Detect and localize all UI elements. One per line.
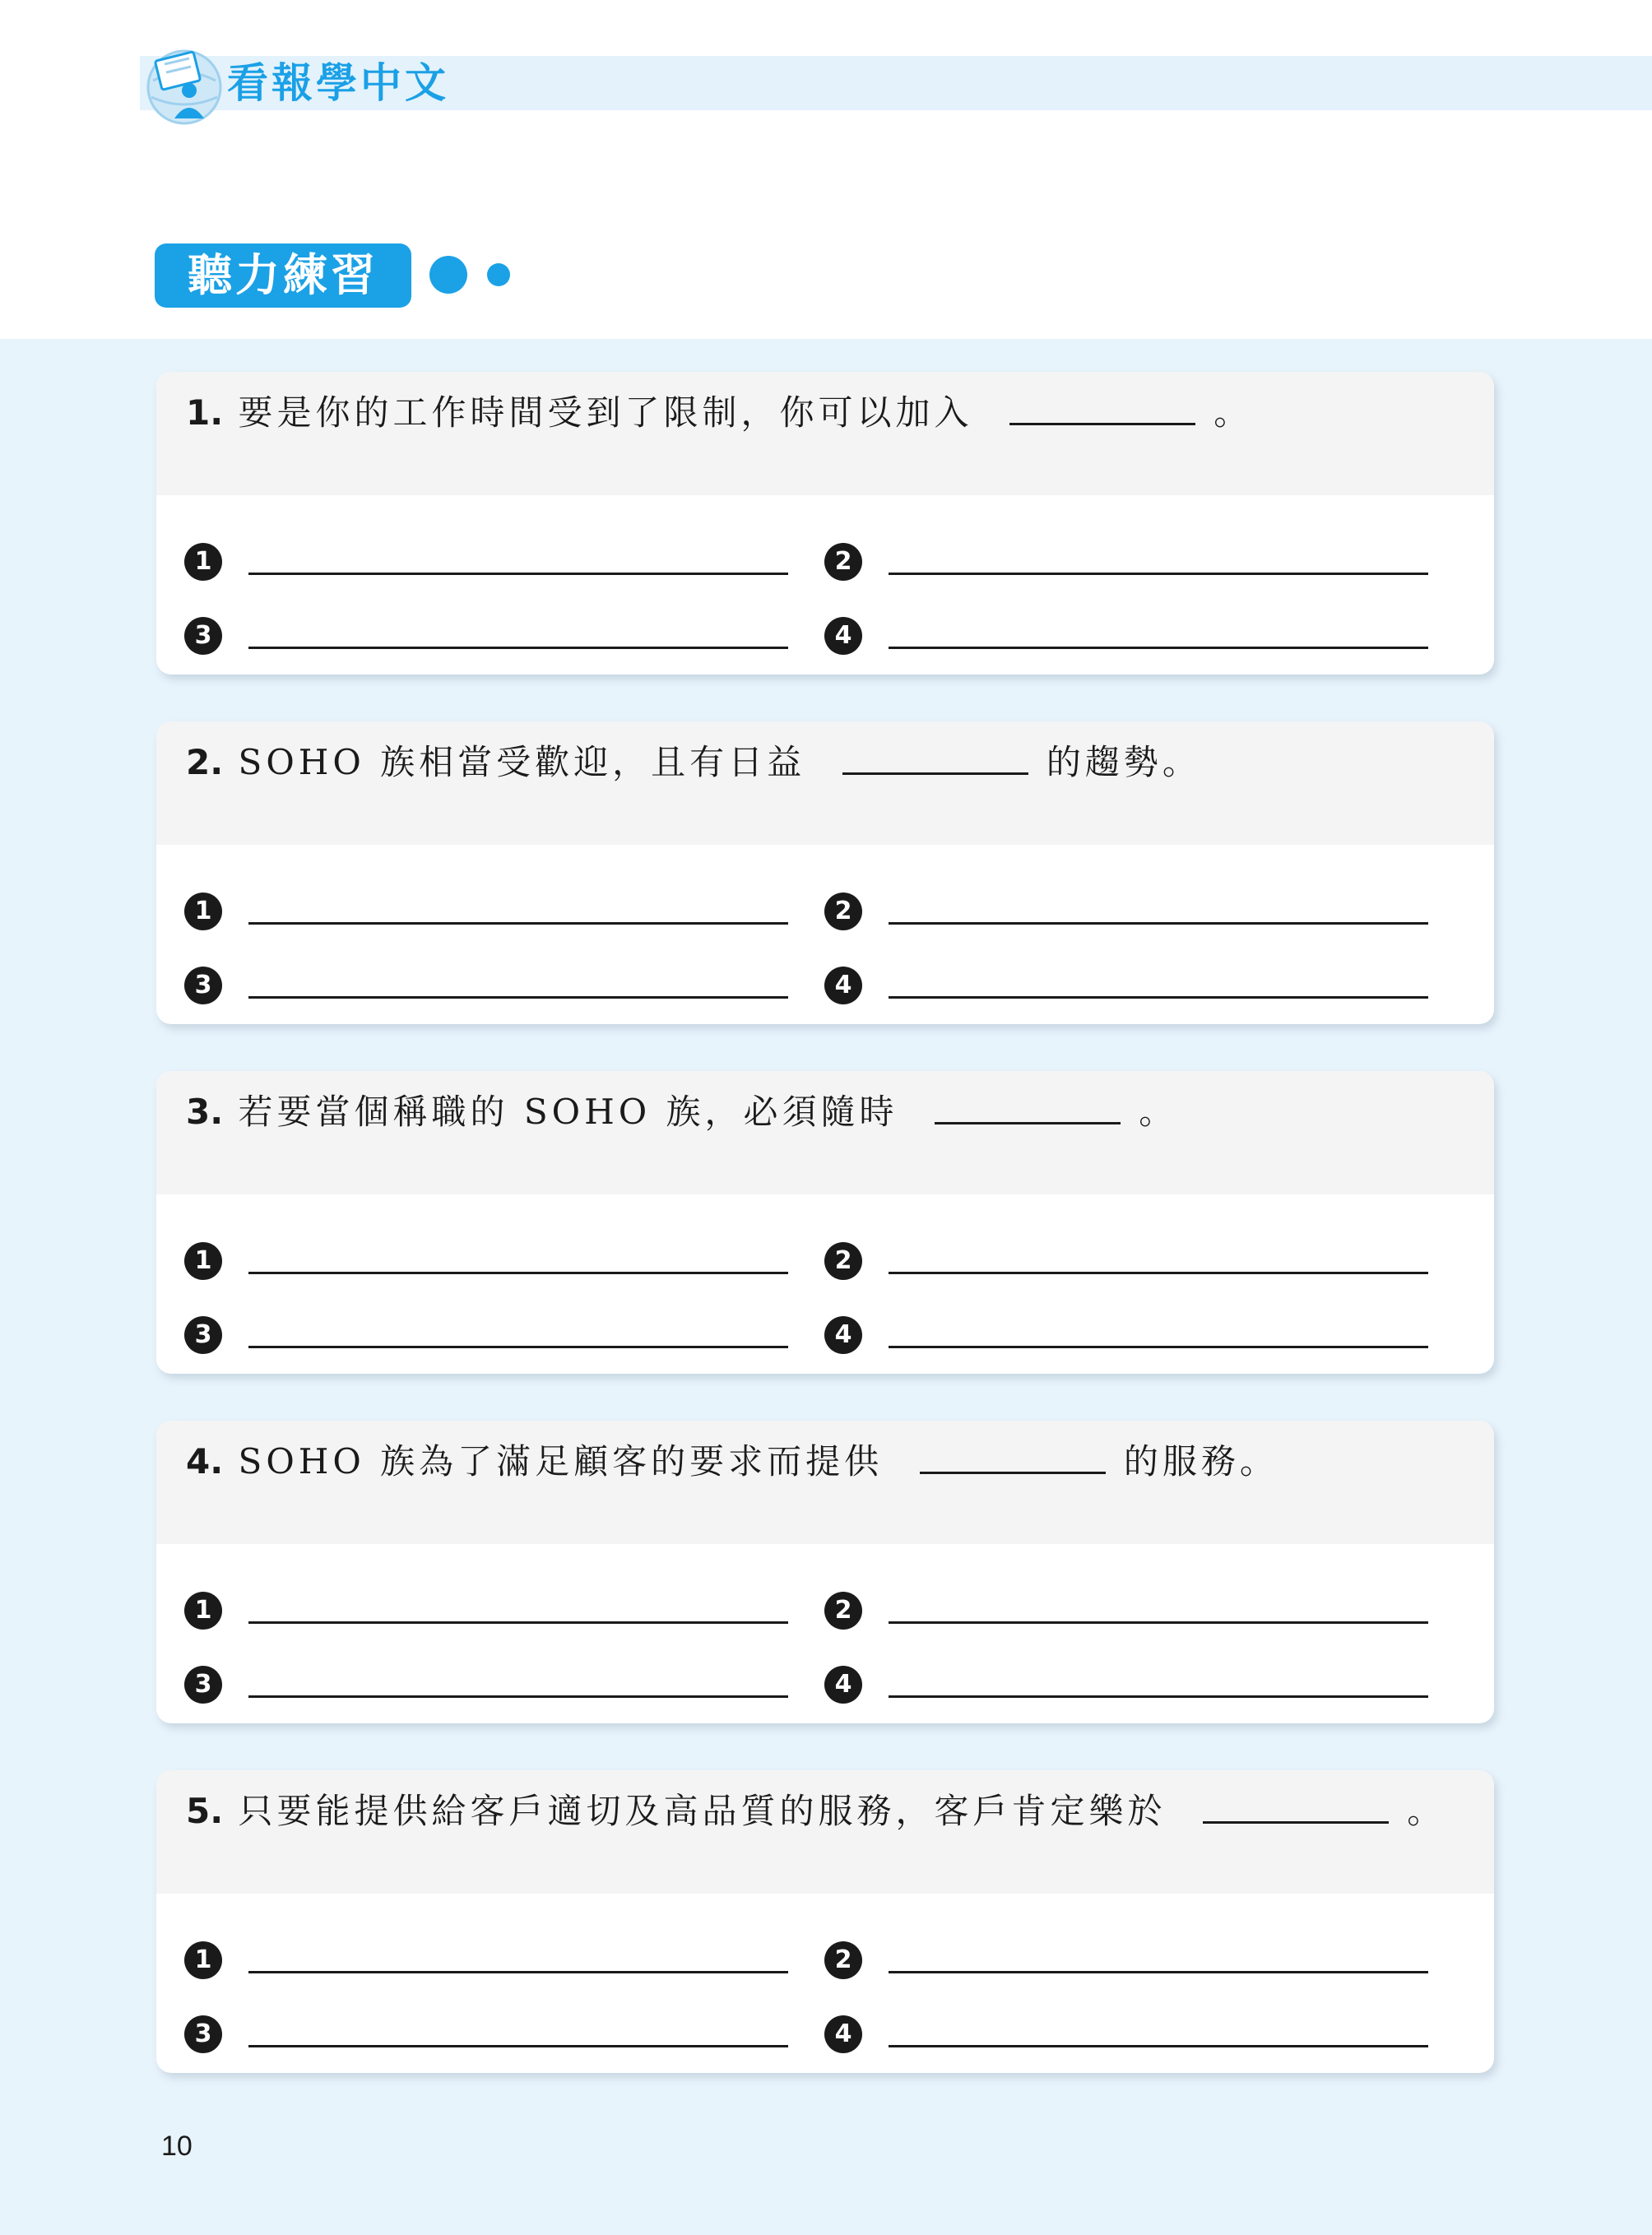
option-number: 4 [824,1666,862,1704]
option-number: 3 [184,2015,222,2053]
question-ending: 。 [1213,392,1253,433]
question-prompt: SOHO 族為了滿足顧客的要求而提供 [238,1441,884,1481]
fill-in-blank[interactable] [1203,1778,1389,1824]
question-prompt: 只要能提供給客戶適切及高品質的服務，客戶肯定樂於 [238,1791,1167,1831]
answer-option[interactable] [156,958,782,1008]
option-number: 1 [184,543,222,581]
answer-option[interactable] [156,1234,782,1283]
answer-option[interactable] [796,1584,1422,1633]
answer-option[interactable] [156,609,782,658]
answer-option[interactable] [796,1234,1422,1283]
fill-in-blank[interactable] [920,1429,1106,1474]
decorative-dot [429,256,467,294]
answer-line[interactable] [889,1971,1428,1973]
fill-in-blank[interactable] [935,1079,1121,1124]
question-card [156,1071,1494,1374]
option-number: 4 [824,2015,862,2053]
question-header [156,1421,1494,1544]
answer-line[interactable] [248,1272,788,1274]
option-number: 2 [824,543,862,581]
question-card [156,721,1494,1024]
question-card [156,1770,1494,2073]
question-text [186,1079,1177,1145]
answer-line[interactable] [248,996,788,999]
question-number: 1. [186,392,224,433]
answer-option[interactable] [796,609,1422,658]
answer-option[interactable] [156,884,782,934]
page-number: 10 [161,2131,193,2162]
question-prompt: SOHO 族相當受歡迎，且有日益 [238,742,806,782]
answer-line[interactable] [889,647,1428,649]
question-ending: 的服務。 [1123,1441,1278,1481]
answer-option[interactable] [156,535,782,584]
question-header [156,372,1494,495]
option-number: 1 [184,1242,222,1280]
answer-line[interactable] [248,922,788,925]
answer-line[interactable] [248,1695,788,1698]
option-number: 4 [824,617,862,655]
question-number: 5. [186,1791,224,1831]
answer-option[interactable] [156,1658,782,1707]
option-number: 2 [824,893,862,930]
answer-line[interactable] [248,573,788,575]
question-text [186,730,1201,795]
option-number: 3 [184,617,222,655]
answer-line[interactable] [248,1621,788,1624]
globe-newspaper-icon [142,39,224,128]
answer-line[interactable] [889,2045,1428,2047]
option-number: 2 [824,1941,862,1979]
option-number: 3 [184,967,222,1004]
answer-option[interactable] [796,884,1422,934]
section-title: 聽力練習 [155,243,411,308]
question-header [156,721,1494,845]
answer-option[interactable] [156,1933,782,1982]
book-title: 看報學中文 [227,59,449,107]
question-number: 3. [186,1092,224,1132]
question-ending: 的趨勢。 [1046,742,1201,782]
answer-option[interactable] [796,1933,1422,1982]
answer-line[interactable] [889,1272,1428,1274]
question-number: 2. [186,742,224,782]
answer-option[interactable] [796,958,1422,1008]
question-number: 4. [186,1441,224,1481]
question-card [156,1421,1494,1723]
option-number: 2 [824,1592,862,1630]
question-text [186,1429,1278,1495]
question-card [156,372,1494,675]
option-number: 4 [824,1316,862,1354]
option-number: 1 [184,1941,222,1979]
decorative-dot [487,263,510,286]
answer-option[interactable] [156,1308,782,1357]
answer-line[interactable] [248,2045,788,2047]
question-header [156,1770,1494,1894]
answer-line[interactable] [889,1695,1428,1698]
question-header [156,1071,1494,1194]
fill-in-blank[interactable] [1009,380,1195,425]
answer-option[interactable] [156,1584,782,1633]
answer-option[interactable] [796,1658,1422,1707]
answer-line[interactable] [248,647,788,649]
option-number: 3 [184,1666,222,1704]
answer-option[interactable] [156,2007,782,2056]
option-number: 1 [184,893,222,930]
option-number: 1 [184,1592,222,1630]
option-number: 3 [184,1316,222,1354]
option-number: 2 [824,1242,862,1280]
question-prompt: 要是你的工作時間受到了限制，你可以加入 [238,392,973,433]
answer-line[interactable] [889,573,1428,575]
answer-line[interactable] [889,1346,1428,1348]
question-prompt: 若要當個稱職的 SOHO 族，必須隨時 [238,1092,898,1132]
question-text [186,1778,1446,1844]
fill-in-blank[interactable] [842,730,1028,775]
answer-line[interactable] [889,922,1428,925]
answer-option[interactable] [796,2007,1422,2056]
question-text [186,380,1252,446]
option-number: 4 [824,967,862,1004]
question-ending: 。 [1139,1092,1178,1132]
answer-option[interactable] [796,1308,1422,1357]
answer-line[interactable] [248,1971,788,1973]
question-ending: 。 [1407,1791,1446,1831]
answer-line[interactable] [889,1621,1428,1624]
answer-option[interactable] [796,535,1422,584]
answer-line[interactable] [889,996,1428,999]
answer-line[interactable] [248,1346,788,1348]
